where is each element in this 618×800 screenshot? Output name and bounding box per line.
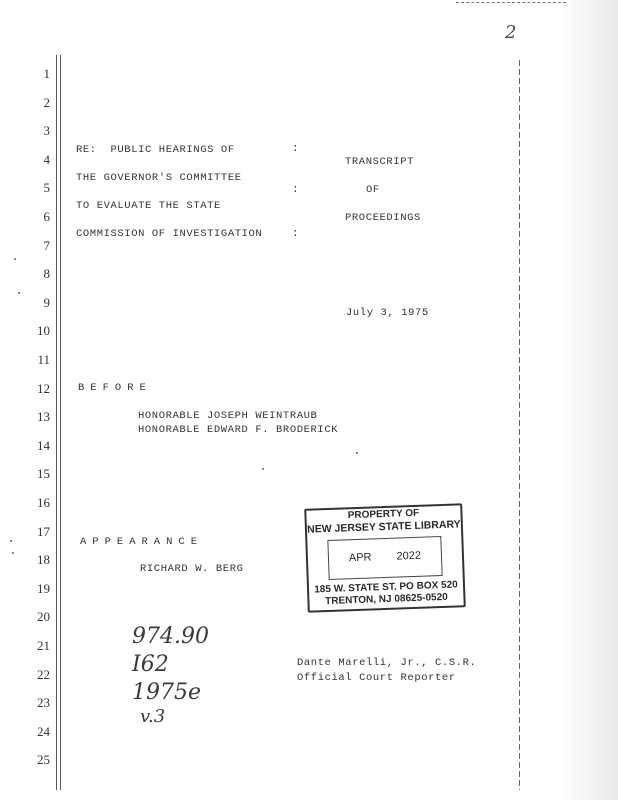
line-number: 2 xyxy=(43,94,50,110)
stamp-date: APR 2022 xyxy=(348,549,422,565)
line-number: 1 xyxy=(43,66,50,81)
line-number: 15 xyxy=(37,466,50,482)
scan-speck xyxy=(262,468,264,470)
stamp-library-name: NEW JERSEY STATE LIBRARY xyxy=(306,518,461,536)
caption-line-3: TO EVALUATE THE STATE xyxy=(76,200,221,212)
line-number: 23 xyxy=(37,695,50,711)
call-number-line-1: 974.90 xyxy=(132,624,209,649)
line-number: 22 xyxy=(37,666,50,682)
before-name-2: HONORABLE EDWARD F. BRODERICK xyxy=(138,424,339,436)
line-number: 4 xyxy=(43,151,50,167)
line-number: 24 xyxy=(37,723,50,739)
before-name-1: HONORABLE JOSEPH WEINTRAUB xyxy=(138,410,318,422)
line-number: 21 xyxy=(37,638,50,653)
line-number: 5 xyxy=(43,180,50,196)
line-number: 8 xyxy=(43,266,50,282)
appearance-heading: APPEARANCE xyxy=(80,536,204,548)
reporter-title: Official Court Reporter xyxy=(297,672,456,684)
scan-speck xyxy=(14,258,16,260)
line-number: 16 xyxy=(37,495,50,510)
caption-line-2: THE GOVERNOR'S COMMITTEE xyxy=(76,172,242,184)
title-transcript: TRANSCRIPT xyxy=(345,156,415,168)
line-number: 12 xyxy=(37,380,50,396)
stamp-property-of: PROPERTY OF xyxy=(347,507,420,522)
appearance-name-1: RICHARD W. BERG xyxy=(140,563,244,575)
stamp-date-box xyxy=(327,536,442,580)
line-number: 6 xyxy=(43,209,50,224)
top-edge-mark xyxy=(456,2,566,3)
line-number: 17 xyxy=(37,523,50,539)
right-margin-line xyxy=(519,60,520,790)
scan-speck xyxy=(356,452,358,454)
caption-line-1: RE: PUBLIC HEARINGS OF xyxy=(76,144,235,156)
caption-colon-1: : xyxy=(292,143,299,155)
left-margin-line-inner xyxy=(60,55,61,790)
line-number: 18 xyxy=(37,552,50,568)
call-number-line-3: 1975e xyxy=(132,680,202,705)
scan-speck xyxy=(10,540,12,542)
page-number: 2 xyxy=(505,22,517,43)
scan-speck xyxy=(12,552,14,554)
line-number: 13 xyxy=(37,409,50,425)
page-edge-shadow xyxy=(558,0,618,800)
title-of: OF xyxy=(366,184,380,196)
title-proceedings: PROCEEDINGS xyxy=(345,212,421,224)
before-heading: BEFORE xyxy=(78,382,152,394)
reporter-name: Dante Marelli, Jr., C.S.R. xyxy=(297,657,477,669)
call-number-line-2: I62 xyxy=(132,652,169,677)
line-number: 19 xyxy=(37,580,50,596)
scan-speck xyxy=(18,292,20,294)
caption-colon-2: : xyxy=(292,184,299,196)
library-stamp xyxy=(304,503,466,612)
line-number: 7 xyxy=(43,237,50,253)
line-number: 3 xyxy=(43,123,50,139)
line-number: 25 xyxy=(37,752,50,768)
caption-colon-3: : xyxy=(292,228,299,240)
caption-line-4: COMMISSION OF INVESTIGATION xyxy=(76,228,263,240)
line-number: 14 xyxy=(37,437,50,453)
call-number-line-4: v.3 xyxy=(140,706,166,727)
line-number: 11 xyxy=(37,352,50,367)
left-margin-line xyxy=(56,55,57,790)
stamp-address: 185 W. STATE ST. PO BOX 520 xyxy=(314,579,458,596)
hearing-date: July 3, 1975 xyxy=(346,307,429,319)
line-number: 9 xyxy=(43,294,50,310)
line-number: 10 xyxy=(37,323,50,339)
line-number: 20 xyxy=(37,609,50,625)
stamp-city: TRENTON, NJ 08625-0520 xyxy=(324,591,448,608)
